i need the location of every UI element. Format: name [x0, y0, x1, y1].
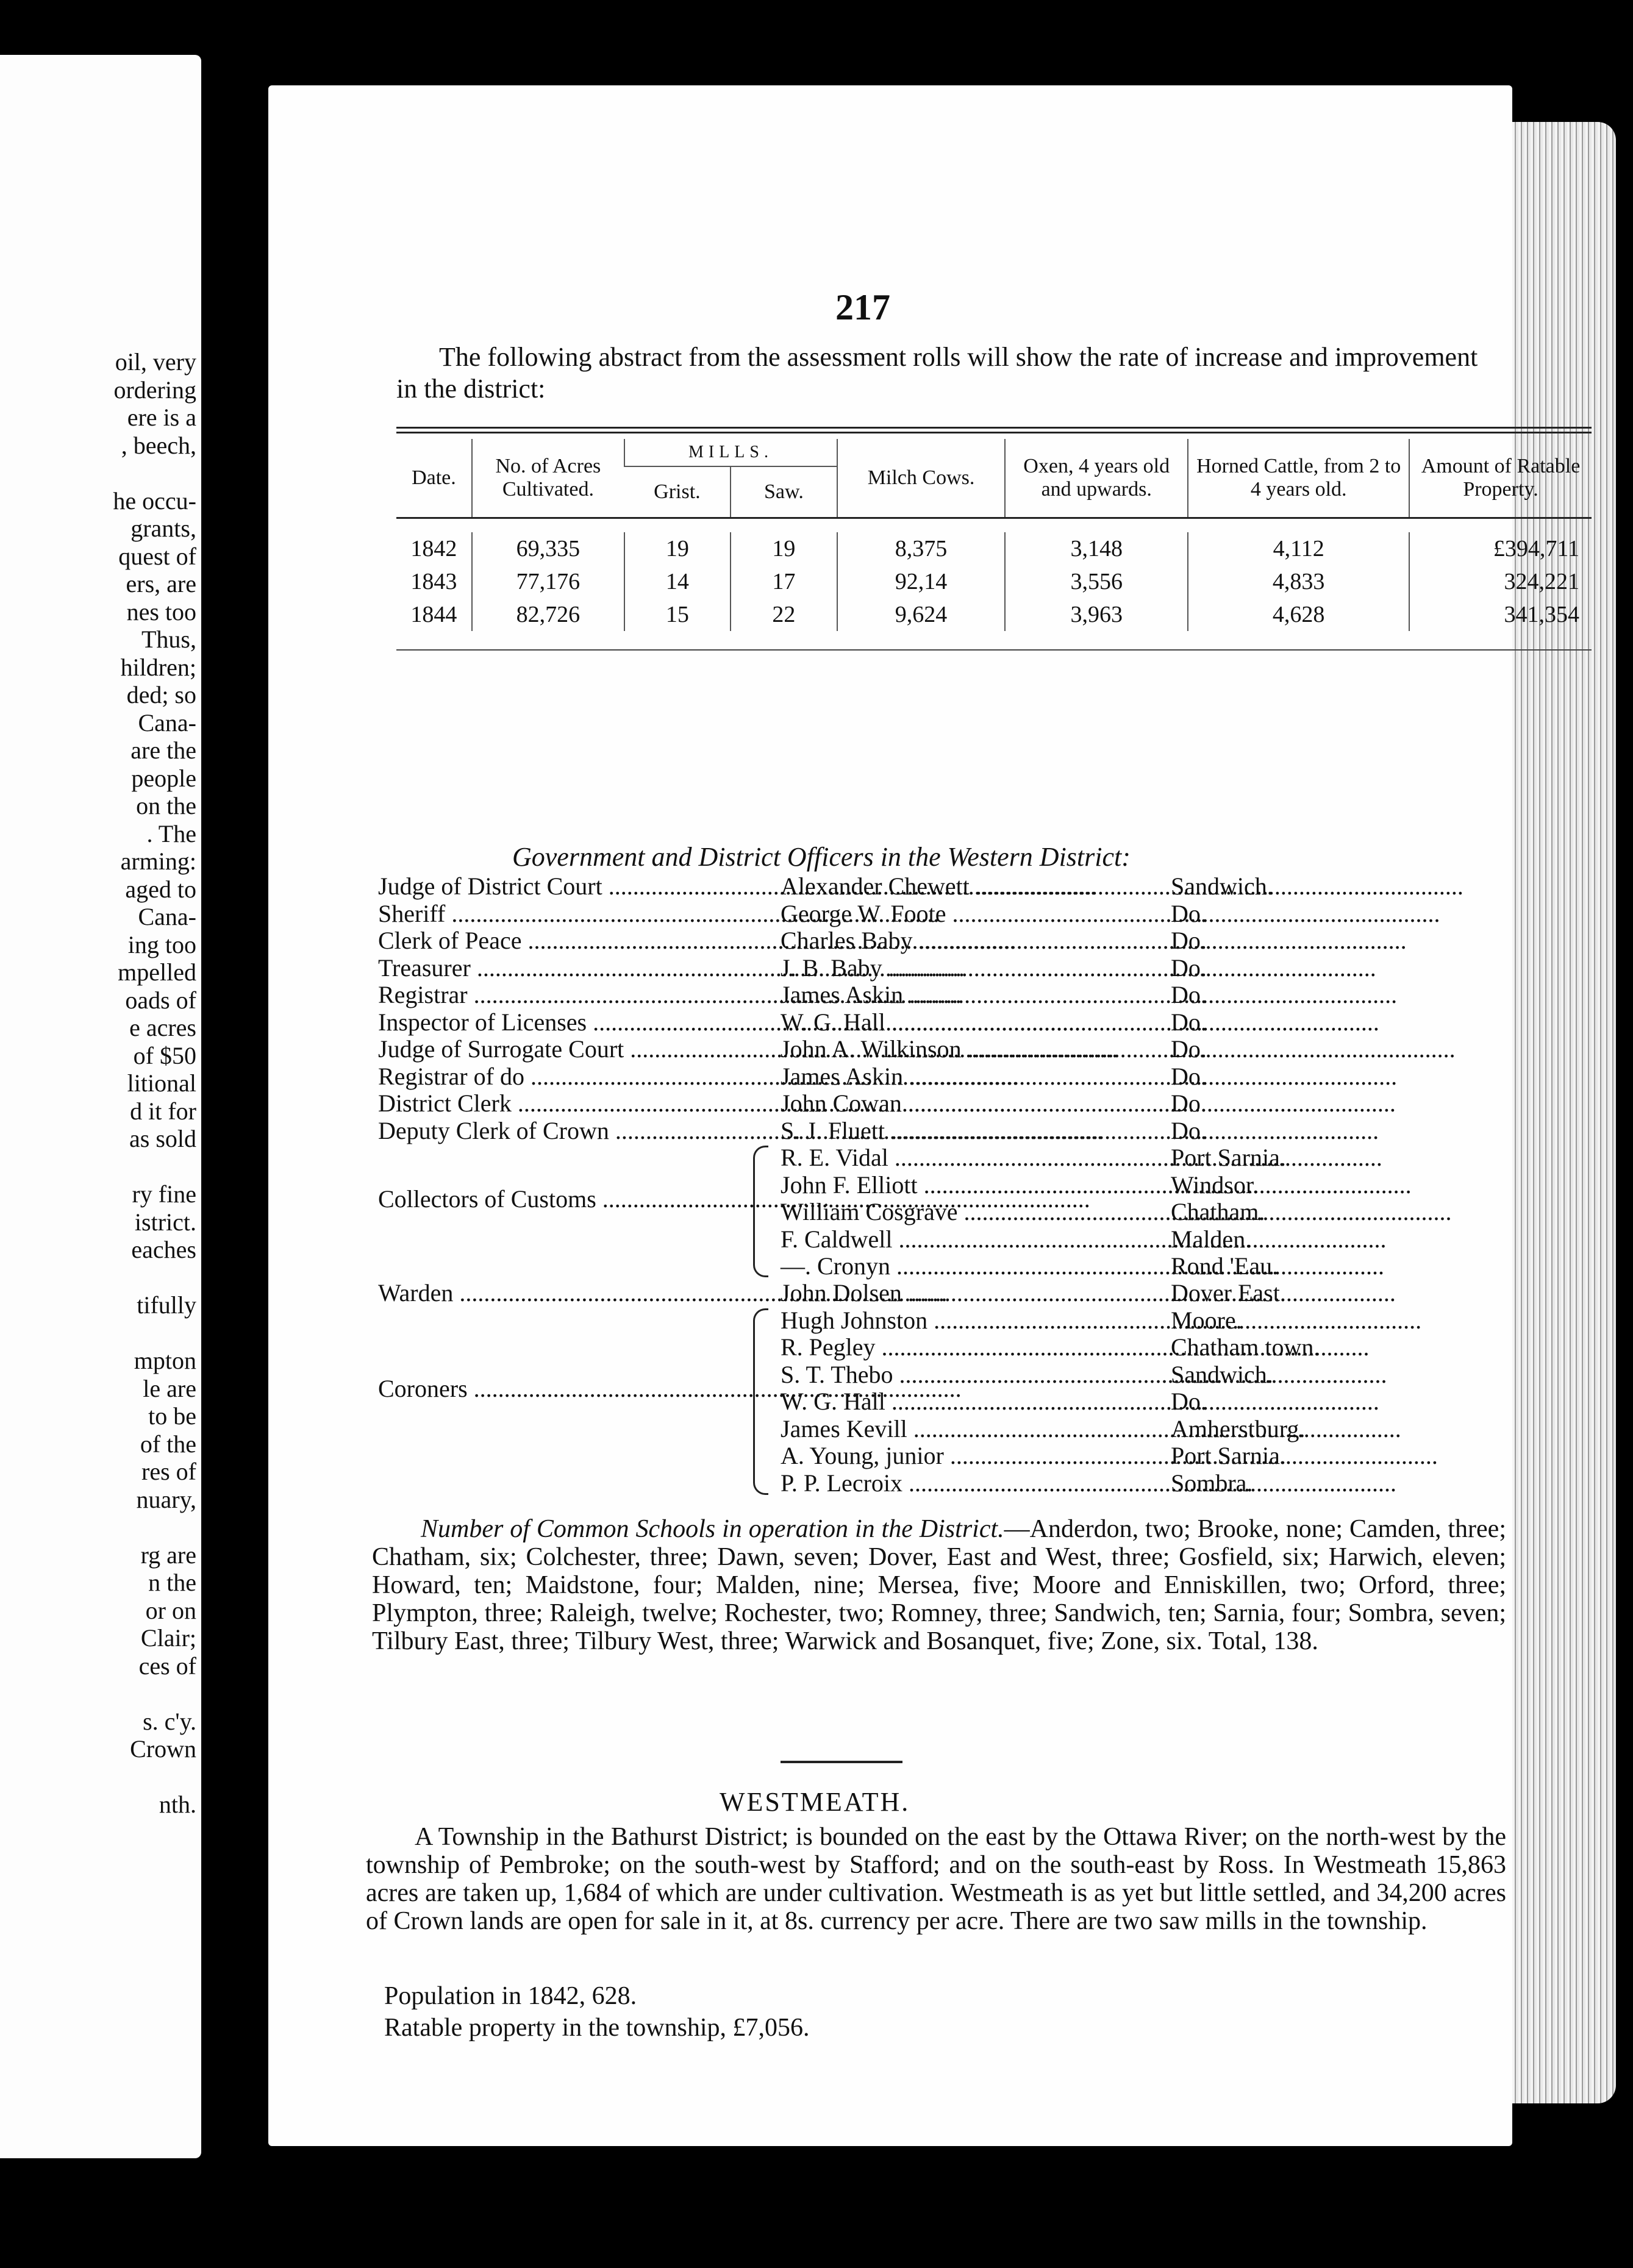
cell-acres: 82,726 — [472, 598, 624, 631]
officer-place: Amherstburg. — [1171, 1414, 1306, 1442]
office-title: Registrar of do ..... — [378, 1062, 756, 1091]
left-page-line: ces of — [138, 1652, 196, 1680]
header-grist: Grist. — [654, 480, 701, 503]
collectors-label: Collectors of Customs ..... — [378, 1185, 720, 1213]
officer-name: John Dolsen ..... — [781, 1278, 1159, 1307]
coroners-group — [378, 1306, 1537, 1496]
officer-row — [378, 1143, 1537, 1171]
left-page-line: are the — [130, 736, 196, 764]
left-page-line: Cana- — [138, 903, 196, 930]
officer-place: Do. — [1171, 927, 1207, 954]
header-date: Date. — [412, 466, 456, 489]
left-page-line: as sold — [129, 1125, 196, 1152]
officer-row — [378, 1469, 1537, 1496]
coroners-label: Coroners ..... — [378, 1374, 720, 1403]
officer-place: Do. — [1171, 1089, 1207, 1117]
officer-row — [378, 1387, 1537, 1414]
left-page-line: tifully — [137, 1291, 196, 1319]
header-ratable-property: Amount of Ratable Property. — [1409, 439, 1592, 518]
officer-name: James Askin ..... — [781, 1062, 1159, 1091]
intro-paragraph: The following abstract from the assessment rolls will show the rate of increase and improvement in the district: — [396, 342, 1478, 404]
officer-name: F. Caldwell ..... — [781, 1225, 1159, 1253]
officer-place: Do. — [1171, 1062, 1207, 1090]
left-page-line: litional — [127, 1069, 196, 1097]
left-page-line: . The — [146, 819, 196, 847]
officer-name: John F. Elliott ..... — [781, 1171, 1159, 1199]
officer-row — [378, 1414, 1537, 1442]
cell-cattle: 4,112 — [1188, 532, 1409, 565]
office-title: District Clerk ..... — [378, 1089, 756, 1118]
officer-row — [378, 899, 1537, 927]
left-page-line: or on — [145, 1596, 196, 1624]
schools-text: —Anderdon, two; Brooke, none; Camden, three; Chatham, six; Colchester, three; Dawn, seven; Dover, East and West, three; Gosfield, six; Harwich, eleven; Howard, ten; Maidstone, four; Malden, nine; Mersea, five; Moore and Enniskillen, two; Orford, three; Plympton, three; Raleigh, twelve; Rochester, two; Romney, three; Sandwich, ten; Sarnia, four; Sombra, seven; Tilbury East, three; Tilbury West, three; Warwick and Bosanquet, five; Zone, six. Total, 138. — [372, 1515, 1506, 1655]
cell-property: £394,711 — [1409, 532, 1592, 565]
collectors-group — [378, 1143, 1537, 1278]
officer-row — [378, 1008, 1537, 1035]
left-page-line: rg are — [140, 1541, 196, 1569]
cell-saw: 19 — [731, 532, 837, 565]
office-title: Deputy Clerk of Crown ..... — [378, 1116, 756, 1145]
left-page-line: Cana- — [138, 708, 196, 736]
left-page-line: he occu- — [113, 487, 196, 515]
cell-oxen: 3,963 — [1005, 598, 1188, 631]
warden-row — [378, 1278, 1537, 1306]
left-page-line: e acres — [129, 1014, 196, 1041]
cell-saw: 22 — [731, 598, 837, 631]
schools-paragraph — [372, 1515, 1506, 1655]
officer-place: Do. — [1171, 899, 1207, 927]
officer-name: John A. Wilkinson ..... — [781, 1035, 1159, 1063]
westmeath-paragraph: A Township in the Bathurst District; is bounded on the east by the Ottawa River; on the north-west by the township of Pembroke; on the south-west by Stafford; and on the south-east by Ross. In Westmeath 15,863 acres are taken up, 1,684 of which are under cultivation. Westmeath is as yet but little settled, and 34,200 acres of Crown lands are open for sale in it, at 8s. currency per acre. There are two saw mills in the township. — [366, 1823, 1506, 1935]
table-row — [396, 565, 1592, 598]
office-title: Sheriff ..... — [378, 899, 756, 928]
officer-row — [378, 1333, 1537, 1360]
header-mills: MILLS. — [624, 439, 837, 466]
header-milch-cows: Milch Cows. — [837, 439, 1005, 518]
officer-place: Port Sarnia. — [1171, 1144, 1286, 1171]
officer-place: Rond 'Eau. — [1171, 1252, 1279, 1280]
cell-date: 1843 — [410, 569, 457, 594]
officer-name: R. E. Vidal ..... — [781, 1143, 1159, 1172]
officer-place: Sandwich. — [1171, 872, 1273, 900]
warden-label: Warden ..... — [378, 1278, 720, 1307]
left-page-line: Clair; — [140, 1624, 196, 1652]
officer-row — [378, 1225, 1537, 1252]
officer-row — [378, 1089, 1537, 1116]
right-page — [268, 85, 1581, 2146]
cell-cows: 92,14 — [837, 565, 1005, 598]
officer-name: Charles Baby ..... — [781, 926, 1159, 955]
left-page-line: Crown — [130, 1735, 196, 1763]
officer-row — [378, 1116, 1537, 1144]
westmeath-ratable-property: Ratable property in the township, £7,056. — [384, 2014, 810, 2042]
left-page-line: aged to — [125, 875, 196, 903]
officer-place: Do. — [1171, 1388, 1207, 1415]
cell-acres: 77,176 — [472, 565, 624, 598]
cell-date: 1842 — [410, 536, 457, 562]
cell-cows: 9,624 — [837, 598, 1005, 631]
section-divider — [781, 1761, 902, 1763]
left-page-line: d it for — [130, 1097, 196, 1125]
officer-place: Do. — [1171, 1116, 1207, 1144]
left-page-line: oil, very — [115, 348, 196, 376]
left-page-line: ordering — [113, 376, 196, 404]
office-title: Clerk of Peace ..... — [378, 926, 756, 955]
table-top-rule — [396, 427, 1592, 429]
officer-place: Do. — [1171, 954, 1207, 982]
officer-name: S. T. Thebo ..... — [781, 1360, 1159, 1389]
left-page-line: of $50 — [133, 1041, 196, 1069]
office-title: Judge of Surrogate Court ..... — [378, 1035, 756, 1063]
officer-row — [378, 926, 1537, 954]
left-page-fragment — [0, 55, 201, 2158]
officer-name: J. B. Baby ..... — [781, 954, 1159, 982]
table-top-rule-double — [396, 432, 1592, 433]
left-page-line: ded; so — [126, 681, 196, 708]
left-page-line: nuary, — [136, 1485, 196, 1513]
officer-place: Port Sarnia. — [1171, 1442, 1286, 1469]
officer-name: George W. Foote ..... — [781, 899, 1159, 928]
officer-name: W. G. Hall ..... — [781, 1008, 1159, 1036]
officer-name: R. Pegley ..... — [781, 1333, 1159, 1361]
westmeath-heading: WESTMEATH. — [720, 1787, 910, 1817]
officer-name: James Askin ..... — [781, 980, 1159, 1009]
officer-row — [378, 1252, 1537, 1279]
officer-row — [378, 1360, 1537, 1388]
officer-name: A. Young, junior ..... — [781, 1441, 1159, 1470]
cell-acres: 69,335 — [472, 532, 624, 565]
left-page-line: of the — [140, 1430, 196, 1458]
table-row — [396, 598, 1592, 631]
cell-cattle: 4,833 — [1188, 565, 1409, 598]
officer-name: John Cowan ..... — [781, 1089, 1159, 1118]
officer-place: Moore. — [1171, 1306, 1242, 1334]
officer-name: Alexander Chewett ..... — [781, 872, 1159, 900]
cell-cows: 8,375 — [837, 532, 1005, 565]
officer-place: Sombra. — [1171, 1469, 1253, 1497]
officer-place: Do. — [1171, 1008, 1207, 1036]
left-page-line: n the — [148, 1569, 196, 1596]
left-page-line: nth. — [159, 1791, 196, 1818]
cell-saw: 17 — [731, 565, 837, 598]
office-title: Registrar ..... — [378, 980, 756, 1009]
left-page-line: people — [131, 764, 196, 792]
officer-place: Windsor. — [1171, 1171, 1259, 1199]
assessment-table — [396, 439, 1592, 651]
left-page-line: ry fine — [132, 1180, 196, 1208]
officer-place: Do. — [1171, 1035, 1207, 1063]
page-number: 217 — [835, 287, 890, 327]
left-page-line: nes too — [126, 597, 196, 626]
cell-property: 341,354 — [1409, 598, 1592, 631]
officer-place: Chatham town. — [1171, 1333, 1320, 1361]
left-page-line: le are — [143, 1374, 196, 1402]
westmeath-population: Population in 1842, 628. — [384, 1982, 637, 2010]
officer-name: James Kevill ..... — [781, 1414, 1159, 1443]
officer-place: Dover East. — [1171, 1279, 1286, 1307]
left-page-line: arming: — [120, 847, 196, 875]
header-oxen: Oxen, 4 years old and upwards. — [1005, 439, 1188, 518]
cell-cattle: 4,628 — [1188, 598, 1409, 631]
office-title: Inspector of Licenses ..... — [378, 1008, 756, 1036]
cell-property: 324,221 — [1409, 565, 1592, 598]
header-acres: No. of Acres Cultivated. — [472, 439, 624, 518]
officer-row — [378, 1171, 1537, 1198]
left-page-line: ing too — [127, 930, 196, 958]
left-page-line: res of — [141, 1458, 196, 1485]
cell-oxen: 3,148 — [1005, 532, 1188, 565]
cell-grist: 14 — [624, 565, 731, 598]
office-title: Judge of District Court ..... — [378, 872, 756, 900]
officer-name: W. G. Hall ..... — [781, 1387, 1159, 1416]
cell-grist: 15 — [624, 598, 731, 631]
officer-name: —. Cronyn ..... — [781, 1252, 1159, 1280]
cell-oxen: 3,556 — [1005, 565, 1188, 598]
left-page-line: hildren; — [120, 653, 196, 681]
cell-date: 1844 — [410, 602, 457, 627]
cell-grist: 19 — [624, 532, 731, 565]
officer-place: Do. — [1171, 981, 1207, 1008]
left-page-line: mpton — [134, 1347, 196, 1374]
officer-name: Hugh Johnston ..... — [781, 1306, 1159, 1335]
left-page-line: quest of — [118, 542, 196, 570]
officer-row — [378, 954, 1537, 981]
left-page-line: to be — [148, 1402, 196, 1430]
officer-row — [378, 980, 1537, 1008]
table-row — [396, 532, 1592, 565]
officer-row — [378, 1062, 1537, 1089]
officers-list — [378, 872, 1537, 1496]
officer-name: William Cosgrave ..... — [781, 1197, 1159, 1226]
header-horned-cattle: Horned Cattle, from 2 to 4 years old. — [1188, 439, 1409, 518]
left-page-line: grants, — [130, 515, 196, 542]
officer-row — [378, 1035, 1537, 1062]
officer-row — [378, 1441, 1537, 1469]
left-page-line: ere is a — [127, 404, 196, 431]
left-page-line: on the — [136, 792, 196, 819]
officer-row — [378, 872, 1537, 899]
officers-title: Government and District Officers in the Western District: — [512, 842, 1131, 872]
left-page-line: mpelled — [118, 958, 196, 986]
schools-lead: Number of Common Schools in operation in the District. — [421, 1515, 1004, 1543]
left-page-line: istrict. — [134, 1208, 196, 1236]
left-page-line: oads of — [125, 986, 196, 1014]
officer-place: Malden. — [1171, 1225, 1252, 1253]
officer-place: Sandwich. — [1171, 1360, 1273, 1388]
officer-row — [378, 1197, 1537, 1225]
officer-name: S. J. Fluett ..... — [781, 1116, 1159, 1145]
officer-place: Chatham. — [1171, 1198, 1265, 1225]
officer-name: P. P. Lecroix ..... — [781, 1469, 1159, 1497]
left-page-line: s. c'y. — [143, 1707, 196, 1735]
left-page-line: , beech, — [121, 431, 196, 459]
office-title: Treasurer ..... — [378, 954, 756, 982]
book-gutter — [201, 0, 268, 2268]
left-page-line: Thus, — [141, 626, 196, 653]
header-saw: Saw. — [731, 466, 837, 518]
officer-row — [378, 1306, 1537, 1333]
left-page-line: ers, are — [126, 570, 196, 597]
left-page-line: eaches — [131, 1236, 196, 1263]
